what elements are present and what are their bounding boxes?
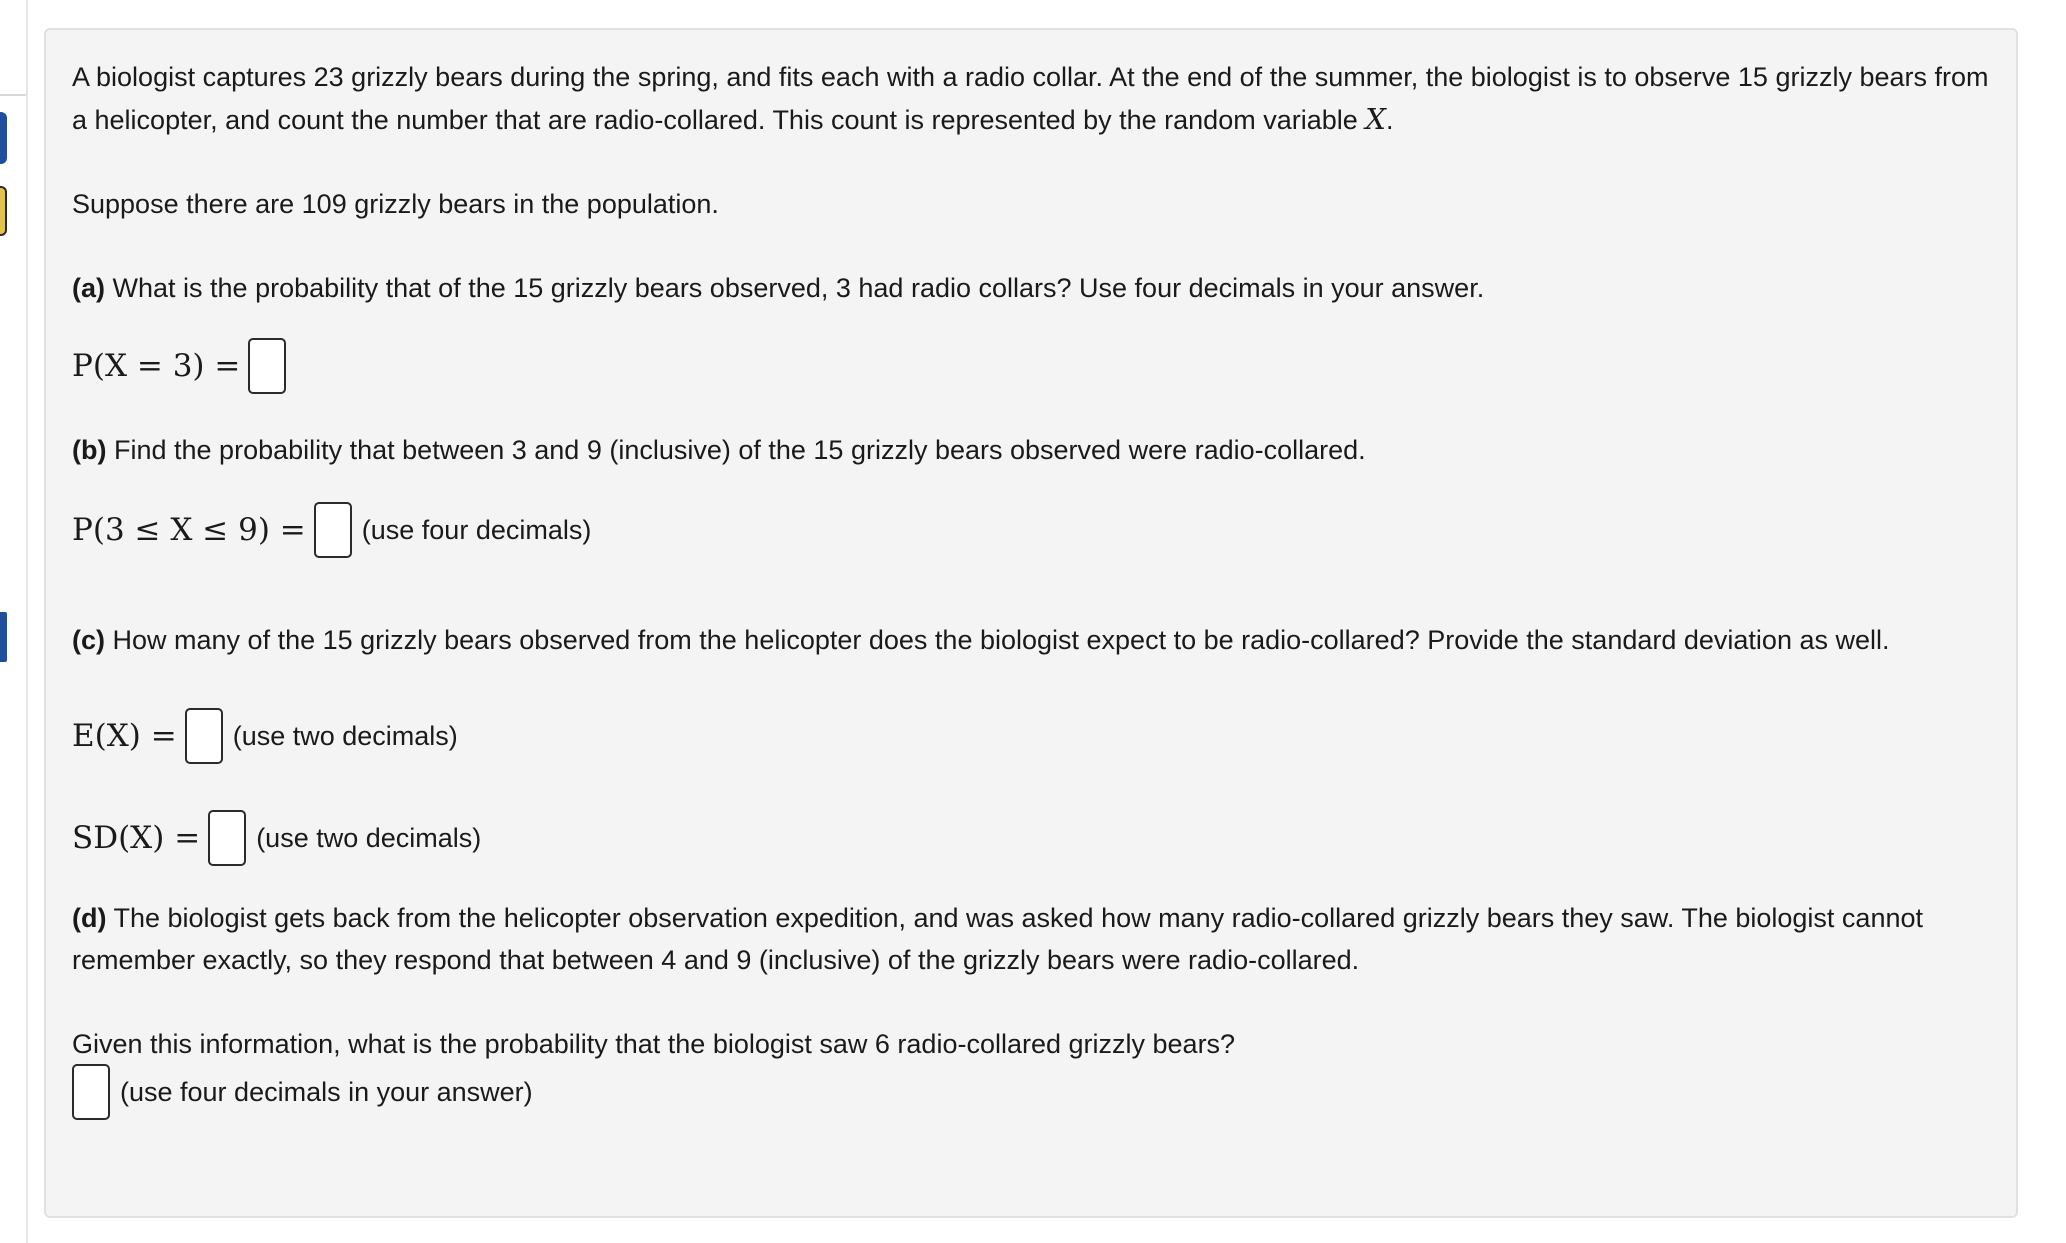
left-rail	[0, 0, 28, 1243]
random-variable-symbol: X	[1365, 102, 1386, 136]
part-b-answer-input[interactable]	[314, 502, 352, 558]
part-d-followup: Given this information, what is the probability that the biologist saw 6 radio-collared grizzly bears?	[72, 1029, 1236, 1059]
part-b-expression: P(3 ≤ X ≤ 9) =	[72, 512, 306, 548]
part-d-question-text: The biologist gets back from the helicopter observation expedition, and was asked how many radio-collared grizzly bears they saw. The biologist cannot remember exactly, so they respond that between 4 and 9 (inclusive) of the grizzly bears were radio-collared.	[72, 903, 1923, 975]
rail-tab-marker-highlight[interactable]	[0, 186, 7, 236]
part-a-answer-input[interactable]	[248, 338, 286, 394]
rail-tab-marker-active[interactable]	[0, 612, 7, 662]
part-b-hint: (use four decimals)	[361, 514, 592, 545]
expectation-hint: (use two decimals)	[232, 720, 458, 751]
problem-intro-text: A biologist captures 23 grizzly bears during the spring, and fits each with a radio collar. At the end of the summer, the biologist is to observe 15 grizzly bears from a helicopter, and count the number that are radio-collared. This count is represented by the random variable	[72, 62, 1989, 135]
part-a-answer-row	[72, 335, 1989, 397]
part-b-answer-row	[72, 499, 1989, 561]
part-c-question-text: How many of the 15 grizzly bears observed from the helicopter does the biologist expect to be radio-collared? Provide the standard deviation as well.	[112, 625, 1890, 655]
rail-divider	[0, 94, 26, 96]
part-a-label: (a)	[72, 273, 105, 303]
problem-intro	[72, 56, 1989, 141]
expectation-answer-input[interactable]	[185, 708, 223, 764]
part-a-expression: P(X = 3) =	[72, 348, 241, 384]
part-b-label: (b)	[72, 435, 107, 465]
part-c-expectation-row	[72, 705, 1989, 767]
part-d-hint: (use four decimals in your answer)	[120, 1076, 533, 1107]
part-c-label: (c)	[72, 625, 105, 655]
sd-hint: (use two decimals)	[256, 822, 482, 853]
part-a-question-text: What is the probability that of the 15 grizzly bears observed, 3 had radio collars? Use four decimals in your answer.	[112, 273, 1485, 303]
part-b-question	[72, 429, 1989, 471]
rail-tab-marker[interactable]	[0, 112, 7, 164]
part-b-question-text: Find the probability that between 3 and 9 (inclusive) of the 15 grizzly bears observed were radio-collared.	[114, 435, 1366, 465]
part-c-question	[72, 619, 1989, 661]
expectation-expression: E(X) =	[72, 718, 177, 754]
part-d-label: (d)	[72, 903, 107, 933]
part-a-question	[72, 267, 1989, 309]
question-card	[44, 28, 2018, 1218]
sd-expression: SD(X) =	[72, 820, 201, 856]
part-d-question	[72, 897, 1989, 981]
part-d-answer-row	[72, 1061, 1989, 1123]
part-c-sd-row	[72, 807, 1989, 869]
sd-answer-input[interactable]	[208, 810, 246, 866]
intro-period: .	[1385, 105, 1394, 135]
part-d-answer-input[interactable]	[72, 1064, 110, 1120]
population-statement: Suppose there are 109 grizzly bears in the population.	[72, 189, 719, 219]
